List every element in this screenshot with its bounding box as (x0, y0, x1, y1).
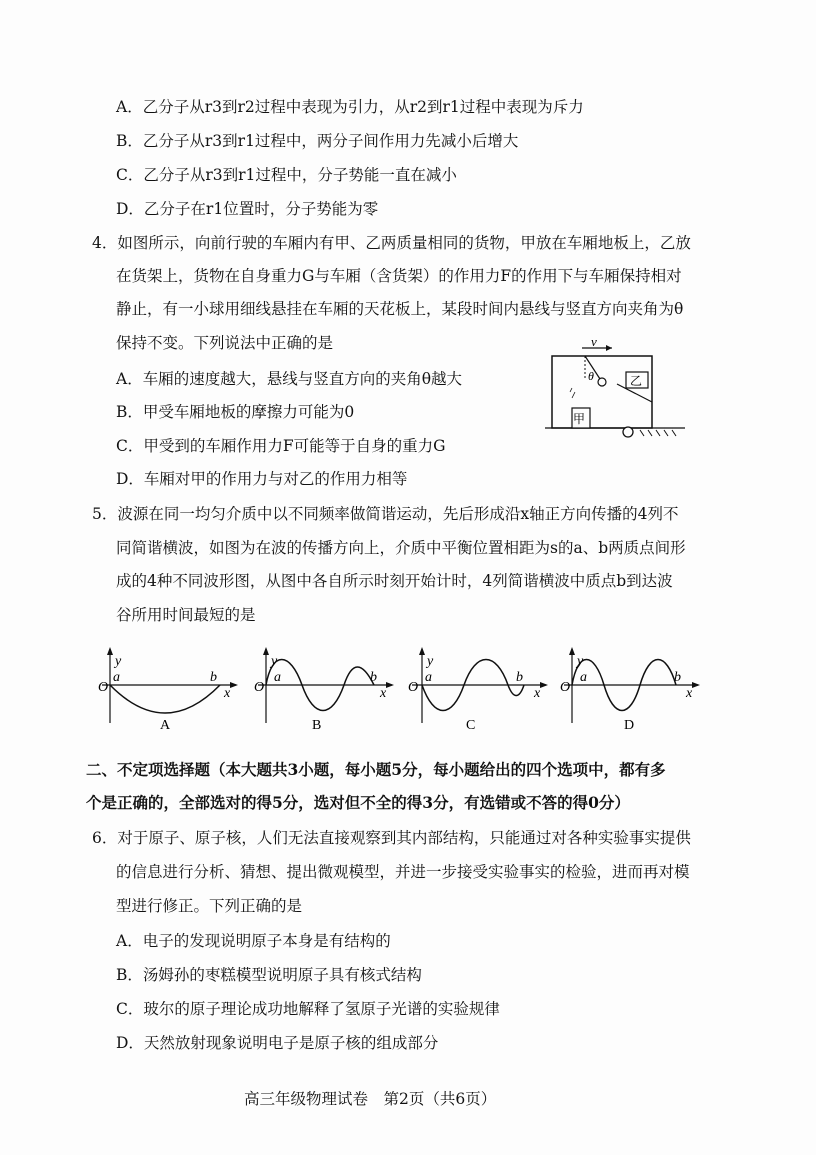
y-axis-label: y (427, 654, 434, 669)
q4-stem-line4: 保持不变。下列说法中正确的是 (116, 334, 334, 352)
y-axis-label: y (115, 654, 122, 669)
origin-label: O (98, 680, 109, 695)
x-axis-label: x (686, 686, 693, 701)
cargo-yi-label: 乙 (630, 374, 643, 388)
origin-label: O (408, 680, 419, 695)
graph-label-c: C (466, 718, 476, 733)
point-b-label: b (370, 670, 377, 685)
q4-carriage-figure (540, 336, 690, 444)
q3-option-d: D．乙分子在r1位置时，分子势能为零 (116, 200, 379, 218)
q4-option-b: B．甲受车厢地板的摩擦力可能为0 (116, 403, 355, 421)
graph-label-b: B (312, 718, 322, 733)
graph-label-a: A (160, 718, 171, 733)
origin-label: O (254, 680, 265, 695)
point-b-label: b (210, 670, 217, 685)
cargo-jia-label: 甲 (573, 412, 586, 426)
velocity-label: v (591, 336, 597, 349)
q3-option-c: C．乙分子从r3到r1过程中，分子势能一直在减小 (116, 166, 457, 184)
q4-stem-line3: 静止，有一小球用细线悬挂在车厢的天花板上，某段时间内悬线与竖直方向夹角为θ (116, 300, 684, 318)
q6-option-a: A．电子的发现说明原子本身是有结构的 (116, 932, 391, 950)
page-footer: 高三年级物理试卷 第2页（共6页） (244, 1090, 497, 1108)
point-a-label: a (113, 670, 120, 685)
q5-wave-graph-a (96, 645, 246, 735)
x-axis-label: x (380, 686, 387, 701)
y-axis-label: y (577, 654, 584, 669)
graph-label-d: D (624, 718, 635, 733)
x-axis-label: x (224, 686, 231, 701)
q5-stem-line1: 5．波源在同一均匀介质中以不同频率做简谐运动，先后形成沿x轴正方向传播的4列不 (92, 505, 679, 523)
q6-stem-line3: 型进行修正。下列正确的是 (116, 897, 303, 915)
q4-stem-line2: 在货架上，货物在自身重力G与车厢（含货架）的作用力F的作用下与车厢保持相对 (116, 267, 682, 285)
q4-option-d: D．车厢对甲的作用力与对乙的作用力相等 (116, 470, 408, 488)
section2-heading-line1: 二、不定项选择题（本大题共3小题，每小题5分，每小题给出的四个选项中，都有多 (86, 760, 666, 779)
q6-option-c: C．玻尔的原子理论成功地解释了氢原子光谱的实验规律 (116, 1000, 500, 1018)
point-a-label: a (274, 670, 281, 685)
q4-stem-line1: 4．如图所示，向前行驶的车厢内有甲、乙两质量相同的货物，甲放在车厢地板上，乙放 (92, 234, 691, 252)
point-b-label: b (516, 670, 523, 685)
q6-option-d: D．天然放射现象说明电子是原子核的组成部分 (116, 1034, 439, 1052)
q3-option-b: B．乙分子从r3到r1过程中，两分子间作用力先减小后增大 (116, 132, 519, 150)
q4-option-c: C．甲受到的车厢作用力F可能等于自身的重力G (116, 437, 446, 455)
q6-option-b: B．汤姆孙的枣糕模型说明原子具有核式结构 (116, 966, 422, 984)
point-a-label: a (580, 670, 587, 685)
theta-label: θ (588, 369, 594, 383)
q3-option-a: A．乙分子从r3到r2过程中表现为引力，从r2到r1过程中表现为斥力 (116, 98, 584, 116)
q5-stem-line4: 谷所用时间最短的是 (116, 606, 256, 624)
q5-stem-line3: 成的4种不同波形图，从图中各自所示时刻开始计时，4列简谐横波中质点b到达波 (116, 572, 673, 590)
q5-wave-graph-b (252, 645, 402, 735)
q5-wave-graph-d (558, 645, 708, 735)
section2-heading-line2: 个是正确的，全部选对的得5分，选对但不全的得3分，有选错或不答的得0分） (86, 793, 630, 812)
x-axis-label: x (534, 686, 541, 701)
q6-stem-line1: 6．对于原子、原子核，人们无法直接观察到其内部结构，只能通过对各种实验事实提供 (92, 829, 691, 847)
q6-stem-line2: 的信息进行分析、猜想、提出微观模型，并进一步接受实验事实的检验，进而再对模 (116, 863, 690, 881)
point-a-label: a (425, 670, 432, 685)
q5-stem-line2: 同简谐横波，如图为在波的传播方向上，介质中平衡位置相距为s的a、b两质点间形 (116, 539, 686, 557)
origin-label: O (560, 680, 571, 695)
point-b-label: b (674, 670, 681, 685)
y-axis-label: y (271, 654, 278, 669)
q4-option-a: A．车厢的速度越大，悬线与竖直方向的夹角θ越大 (116, 370, 463, 388)
q5-wave-graph-c (406, 645, 556, 735)
